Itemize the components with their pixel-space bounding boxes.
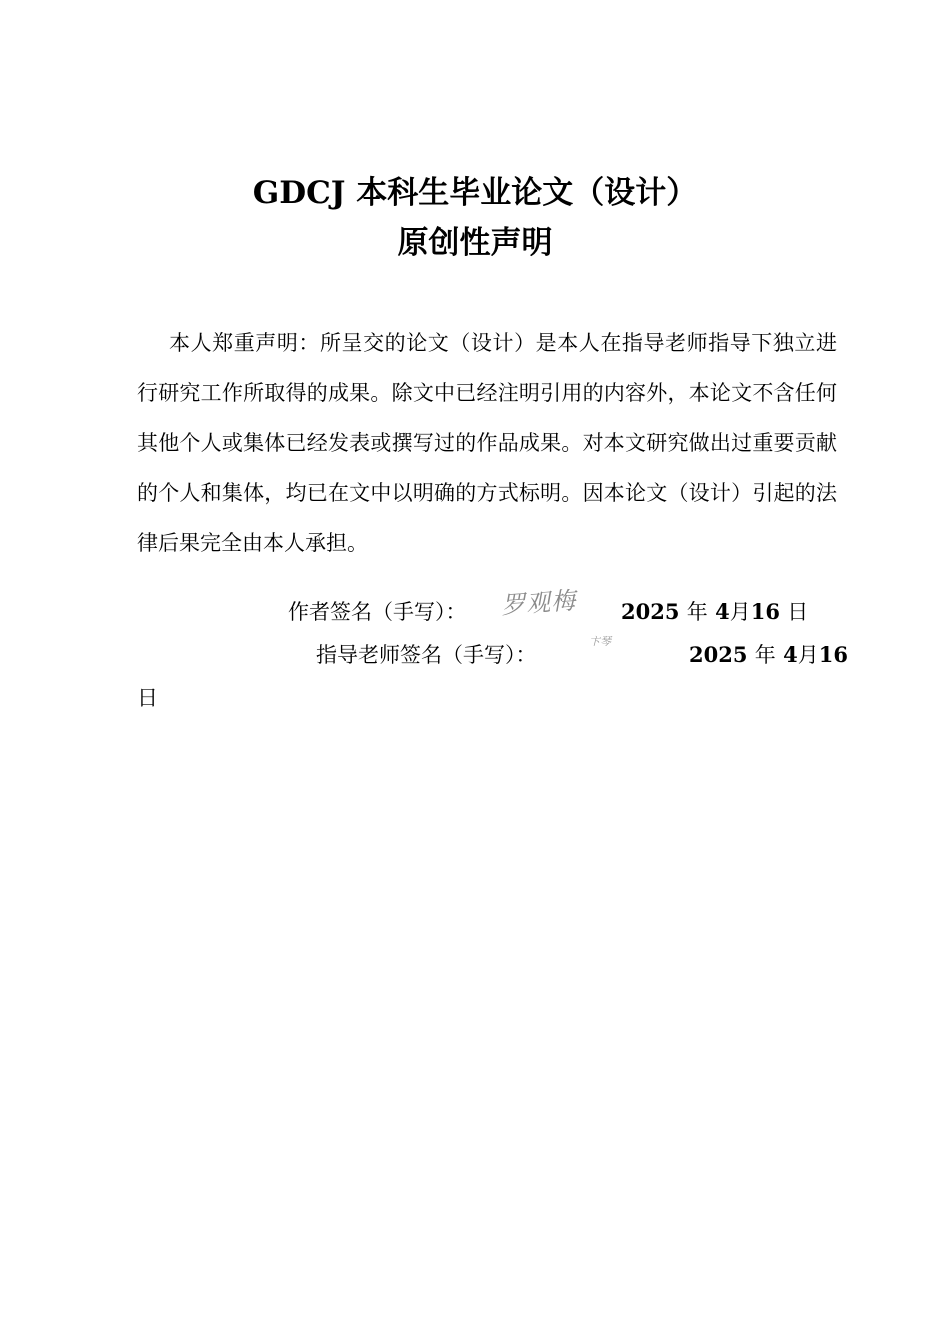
author-date-year: 2025: [621, 599, 680, 624]
author-signature-date: [621, 596, 808, 626]
advisor-signature-date: [689, 639, 848, 669]
advisor-date-month-unit: 月: [797, 643, 819, 667]
author-signature-line: [288, 596, 467, 626]
author-date-month-unit: 月: [729, 600, 751, 624]
author-signature-label: 作者签名（手写）：: [288, 600, 467, 624]
advisor-signature-label: 指导老师签名（手写）：: [316, 643, 537, 667]
author-date-month: 4: [715, 599, 730, 624]
advisor-date-month: 4: [783, 642, 798, 667]
author-date-year-unit: 年: [686, 600, 708, 624]
declaration-heading: 原创性声明: [397, 225, 553, 261]
author-date-day: 16: [750, 599, 780, 624]
advisor-handwritten-signature: 卞琴: [589, 635, 611, 648]
advisor-date-day-unit: 日: [137, 686, 158, 710]
declaration-body: [137, 318, 837, 568]
advisor-date-year-unit: 年: [754, 643, 776, 667]
author-date-day-unit: 日: [787, 600, 809, 624]
thesis-title: GDCJ 本科生毕业论文（设计）: [252, 175, 698, 211]
author-handwritten-signature: 罗观梅: [500, 586, 578, 620]
advisor-date-day: 16: [818, 642, 848, 667]
advisor-signature-line: [316, 639, 537, 669]
declaration-paragraph: 本人郑重声明：所呈交的论文（设计）是本人在指导老师指导下独立进行研究工作所取得的成果。除文中已经注明引用的内容外，本论文不含任何其他个人或集体已经发表或撰写过的作品成果。对本文研究做出过重要贡献的个人和集体，均已在文中以明确的方式标明。因本论文（设计）引起的法律后果完全由本人承担。: [137, 331, 837, 555]
advisor-date-year: 2025: [689, 642, 748, 667]
